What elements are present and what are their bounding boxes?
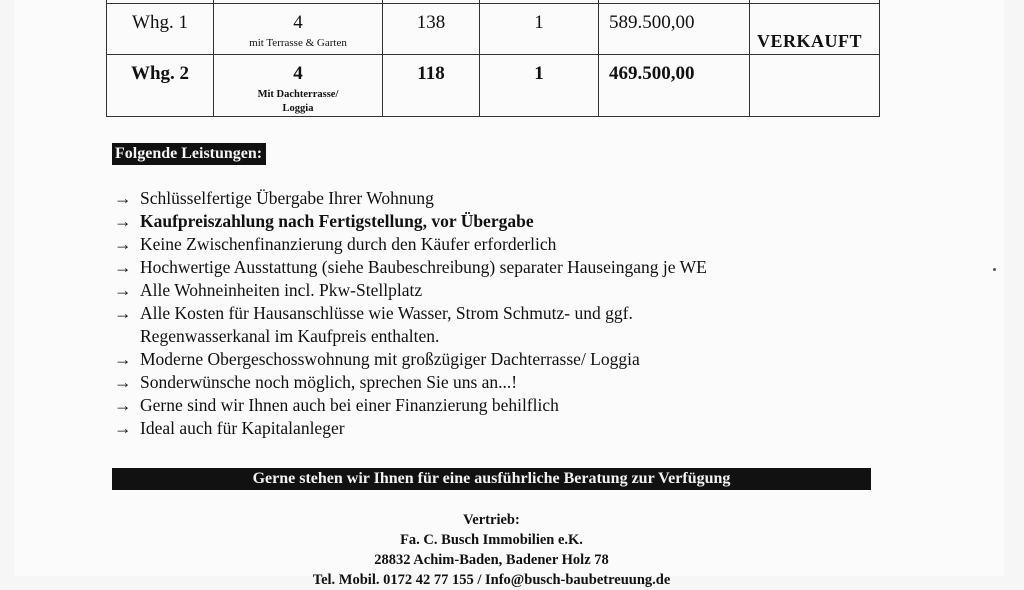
- sold-status: VERKAUFT: [757, 31, 863, 51]
- list-item: → Moderne Obergeschosswohnung mit großzügiger Dachterrasse/ Loggia: [114, 349, 640, 369]
- list-item: → Alle Wohneinheiten incl. Pkw-Stellplatz: [114, 280, 423, 300]
- scan-speck: [993, 268, 996, 271]
- list-item: → Sonderwünsche noch möglich, sprechen Sie uns an...!: [114, 372, 518, 392]
- sales-label: Vertrieb:: [463, 512, 520, 528]
- arrow-icon: →: [114, 257, 132, 277]
- list-item: → Keine Zwischenfinanzierung durch den Käufer erforderlich: [114, 234, 557, 254]
- status-cell: [750, 55, 880, 117]
- arrow-icon: →: [114, 211, 132, 231]
- arrow-icon: →: [114, 395, 132, 415]
- company-contact: Tel. Mobil. 0172 42 77 155 / Info@busch-baubetreuung.de: [312, 572, 671, 588]
- rooms-note: mit Terrasse & Garten: [249, 37, 347, 49]
- list-item: → Hochwertige Ausstattung (siehe Baubeschreibung) separater Hauseingang je WE: [114, 257, 707, 277]
- area-cell: 118: [383, 55, 480, 117]
- sales-contact: [112, 510, 871, 590]
- section-heading: Folgende Leistungen:: [112, 143, 266, 165]
- unit-price-table: [106, 0, 880, 117]
- count-cell: 1: [480, 55, 599, 117]
- company-name: Fa. C. Busch Immobilien e.K.: [400, 532, 583, 548]
- arrow-icon: →: [114, 372, 132, 392]
- arrow-icon: →: [114, 188, 132, 208]
- price-cell: 469.500,00: [599, 55, 750, 117]
- unit-cell: Whg. 2: [107, 55, 214, 117]
- rooms-cell: 4 Mit Dachterrasse/ Loggia: [214, 55, 383, 117]
- rooms-cell: 4 mit Terrasse & Garten: [214, 4, 383, 55]
- arrow-icon: →: [114, 303, 132, 323]
- company-address: 28832 Achim-Baden, Badener Holz 78: [374, 552, 609, 568]
- table-row: [107, 55, 880, 117]
- rooms-note: Mit Dachterrasse/ Loggia: [257, 89, 339, 114]
- list-item: → Schlüsselfertige Übergabe Ihrer Wohnung: [114, 188, 434, 208]
- unit-cell: Whg. 1: [107, 4, 214, 55]
- arrow-icon: →: [114, 234, 132, 254]
- feature-list: [114, 187, 834, 440]
- list-item: → Ideal auch für Kapitalanleger: [114, 418, 345, 438]
- area-cell: 138: [383, 4, 480, 55]
- list-item: → Gerne sind wir Ihnen auch bei einer Finanzierung behilflich: [114, 395, 559, 415]
- count-cell: 1: [480, 4, 599, 55]
- list-item: → Kaufpreiszahlung nach Fertigstellung, vor Übergabe: [114, 211, 534, 231]
- list-item: → Alle Kosten für Hausanschlüsse wie Wasser, Strom Schmutz- und ggf.: [114, 303, 633, 323]
- consultation-banner: Gerne stehen wir Ihnen für eine ausführliche Beratung zur Verfügung: [112, 468, 871, 490]
- list-item-continuation: Regenwasserkanal im Kaufpreis enthalten.: [140, 326, 440, 346]
- arrow-icon: →: [114, 349, 132, 369]
- arrow-icon: →: [114, 280, 132, 300]
- price-cell: 589.500,00: [599, 4, 750, 55]
- arrow-icon: →: [114, 418, 132, 438]
